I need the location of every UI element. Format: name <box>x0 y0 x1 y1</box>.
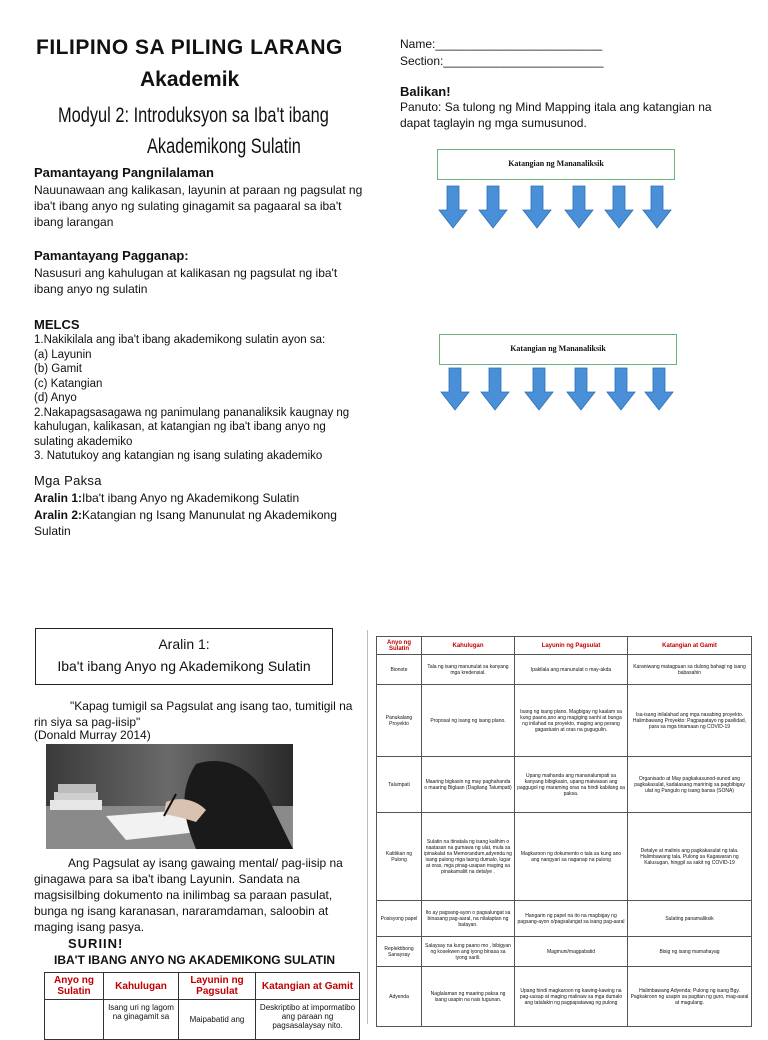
pamantayang-pagganap-title: Pamantayang Pagganap: <box>34 248 189 263</box>
aralin2-text: Katangian ng Isang Manunulat ng Akademikong Sulatin <box>34 508 337 538</box>
bottom-cell: Deskriptibo at impormatibo ang paraan ng pagsasalaysay nito. <box>256 1000 360 1040</box>
bottom-cell <box>45 1000 104 1040</box>
aralin2-label: Aralin 2: <box>34 508 83 522</box>
table-cell: Katitikan ng Pulong <box>377 813 422 901</box>
quote-author: (Donald Murray 2014) <box>34 728 151 742</box>
bottom-header-kahulugan: Kahulugan <box>104 973 179 1000</box>
melcs-item: (c) Katangian <box>34 377 103 390</box>
aralin2-topic <box>34 507 344 539</box>
document-subtitle: Akademik <box>140 68 240 91</box>
melcs-title: MELCS <box>34 317 80 332</box>
aralin1-label: Aralin 1: <box>34 491 83 505</box>
aralin1-text: Iba't ibang Anyo ng Akademikong Sulatin <box>82 491 300 505</box>
table-cell: Ipakilala ang manunulat o may-akda <box>515 655 628 685</box>
table-cell: Tala ng isang manunulat sa kanyang mga kredensial. <box>422 655 515 685</box>
quote-text: "Kapag tumigil sa Pagsulat ang isang tao, tumitigil na rin siya sa pag-iisip" <box>34 699 353 729</box>
table-row <box>377 967 752 1027</box>
table-row <box>377 813 752 901</box>
writing-photo <box>46 744 293 849</box>
table-cell: Adyenda <box>377 967 422 1027</box>
melcs-item: (d) Anyo <box>34 392 77 404</box>
table-cell: Maaring bigkasin ng may paghahanda o maaring Biglaan (Dagliang Talumpati) <box>422 757 515 813</box>
table-row <box>377 757 752 813</box>
table-cell: Posisyong papel <box>377 901 422 937</box>
mind-map-arrows-1 <box>437 186 677 230</box>
right-header-katangian: Katangian at Gamit <box>628 637 752 655</box>
person-writing-image-icon <box>46 744 293 849</box>
table-cell: Talumpati <box>377 757 422 813</box>
bottom-cell: Isang uri ng lagom na ginagamit sa <box>104 1000 179 1040</box>
table-cell: Organisado at May pagkakasunod-sunod ang pagkakasulat, kadalasang maririnig sa pagbibigay ulat ng Pangulo ng isang bansa (SONA) <box>628 757 752 813</box>
module-title-line2: Akademikong Sulatin <box>147 135 301 158</box>
table-cell: Magkaroon ng dokumento o tala sa kung ano ang nangyari sa naganap na pulong <box>515 813 628 901</box>
table-cell: Magmuni/magpabatid <box>515 937 628 967</box>
table-cell: Isang ng isang plano. Magbigay ng kaalam sa kung paano,ano ang magiging sanhi at bunga ng inilahad na proyekto, maging ang perang gagastusin at oras na gugugulin. <box>515 685 628 757</box>
table-cell: Panukalang Proyekto <box>377 685 422 757</box>
table-cell: Salaysay na kung paano mo , bibigyan ng kosekwen ang iyong binasa sa iyong sarili. <box>422 937 515 967</box>
table-cell: Ito ay pagsang-ayon o pagsalungat sa binasang pag-aaral, na nilalaptan ng batayan. <box>422 901 515 937</box>
aralin1-topic <box>34 490 344 506</box>
table-cell: Detalye at malinis ang pagkakasulat ng tala. Halimbawang tala. Pulong sa Kagawaran ng Kalusugan, hinggil sa sakit ng COVID-19 <box>628 813 752 901</box>
suriin-subtitle: IBA'T IBANG ANYO NG AKADEMIKONG SULATIN <box>54 953 336 967</box>
aralin-box-line2: Iba't ibang Anyo ng Akademikong Sulatin <box>57 658 311 674</box>
aralin1-box <box>35 628 333 685</box>
melcs-item: 2.Nakapagsasagawa ng panimulang pananaliksik kaugnay ng kahulugan, kalikasan, at katangian ng iba't ibang anyo ng sulating akademiko <box>34 406 350 448</box>
table-cell: Proposal ng isang ng isang plano. <box>422 685 515 757</box>
pamantayang-pangnilalaman-text: Nauunawaan ang kalikasan, layunin at paraan ng pagsulat ng iba't ibang anyo ng sulating ginagamit sa pagaaral sa iba't ibang larangan <box>34 183 363 229</box>
arrows-row-2-icon <box>439 368 679 412</box>
mga-paksa-title: Mga Paksa <box>34 473 102 488</box>
arrows-row-1-icon <box>437 186 677 230</box>
name-field[interactable]: Name:_________________________ <box>400 37 603 51</box>
right-header-layunin: Layunin ng Pagsulat <box>515 637 628 655</box>
module-title-line1: Modyul 2: Introduksyon sa Iba't ibang <box>58 104 329 127</box>
table-cell: Upang maihanda ang mananalumpati sa kanyang bibigkasin, upang maiwasan ang paggugol ng maraming oras na hindi kabilang sa paksa. <box>515 757 628 813</box>
table-cell: Sulating panamaliksik <box>628 901 752 937</box>
table-cell: Bionote <box>377 655 422 685</box>
right-header-anyo: Anyo ng Sulatin <box>377 637 422 655</box>
table-cell: Bisig ng isang mamahayag <box>628 937 752 967</box>
table-row <box>377 685 752 757</box>
table-cell: Karaniwang matagpuan sa dulong bahagi ng isang babasahin <box>628 655 752 685</box>
melcs-list <box>34 333 364 464</box>
table-cell: Naglalaman ng maaring paksa ng isang usapin na nais tugunan. <box>422 967 515 1027</box>
section-field[interactable]: Section:________________________ <box>400 54 604 68</box>
mind-map-box-2: Katangian ng Mananaliksik <box>439 334 677 365</box>
table-cell: Replektibong Sanaysay <box>377 937 422 967</box>
pamantayang-pagganap-text: Nasusuri ang kahulugan at kalikasan ng pagsulat ng iba't ibang anyo ng sulatin <box>34 266 338 296</box>
mind-map-arrows-2 <box>439 368 679 412</box>
table-cell: Isa-isang inilalahad ang mga nasabing proyekto. Halimbawang Proyekto: Pagpapatayo ng pasilidad, para sa mga tinamaan ng COVID-19 <box>628 685 752 757</box>
table-cell: Upang hindi magkaroon ng kawing-kawing na pag-uusap at maging malinaw sa mga dumalo ang tatalakin ng pagpapatawag ng pulong <box>515 967 628 1027</box>
suriin-title: SURIIN! <box>68 936 124 951</box>
bottom-header-anyo: Anyo ng Sulatin <box>45 973 104 1000</box>
mind-map-box-1: Katangian ng Mananaliksik <box>437 149 675 180</box>
table-cell: Halimbawang Adyenda; Pulong ng isang Bgy. Pagkakroon ng usapin sa pagitan ng guro, mag-aaral at magulang. <box>628 967 752 1027</box>
bottom-header-katangian: Katangian at Gamit <box>256 973 360 1000</box>
melcs-item: (a) Layunin <box>34 348 92 361</box>
pagsulat-paragraph: Ang Pagsulat ay isang gawaing mental/ pag-iisip na ginagawa para sa iba't ibang Layunin. Sandata na magsisilbing dokumento na inilimbag sa paraan pasulat, bunga ng isang karanasan, nararamdaman, saloobin at maging isang pasya. <box>34 856 343 934</box>
table-row <box>377 937 752 967</box>
document-title: FILIPINO SA PILING LARANG <box>36 36 343 59</box>
melcs-item: (b) Gamit <box>34 363 82 375</box>
right-anyo-table-image <box>367 630 750 1024</box>
melcs-item: 3. Natutukoy ang katangian ng isang sulating akademiko <box>34 450 323 462</box>
right-header-kahulugan: Kahulugan <box>422 637 515 655</box>
bottom-anyo-table <box>44 972 360 1030</box>
table-row <box>377 655 752 685</box>
bottom-cell: Maipabatid ang <box>179 1000 256 1040</box>
bottom-header-layunin: Layunin ng Pagsulat <box>179 973 256 1000</box>
pamantayang-pangnilalaman-title: Pamantayang Pangnilalaman <box>34 165 214 180</box>
balikan-panuto: Panuto: Sa tulong ng Mind Mapping itala ang katangian na dapat taglayin ng mga sumusunod. <box>400 100 712 130</box>
melcs-item: 1.Nakikilala ang iba't ibang akademikong sulatin ayon sa: <box>34 334 326 346</box>
table-cell: Sulatin na itinatala ng isang kalihim o naatasan na gumawa ng ulat, mula sa ipinakalat na Memorandum,adyenda ng isang pulong mga taong dumalo, lugar at oras, mga pinag-usapan maging sa pinakamaliit na detalye . <box>422 813 515 901</box>
table-row <box>377 901 752 937</box>
aralin-box-line1: Aralin 1: <box>158 636 210 652</box>
table-cell: Hangarin ng papel na ito na magbigay ng pagsang-ayon o/pagsalungat sa isang pag-aaral <box>515 901 628 937</box>
balikan-title: Balikan! <box>400 84 451 99</box>
right-anyo-table <box>376 636 752 1027</box>
